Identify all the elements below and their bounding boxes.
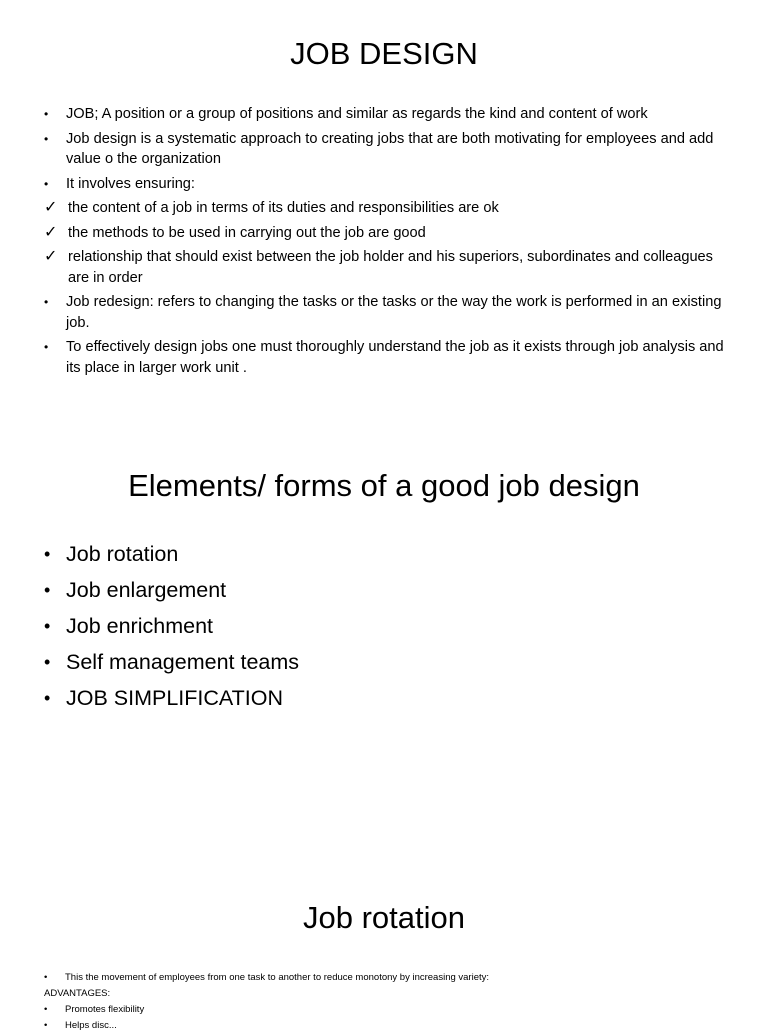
list-item	[44, 174, 734, 195]
list-item	[44, 680, 734, 716]
list-item-text: It involves ensuring:	[66, 175, 195, 192]
section-label	[44, 986, 734, 1002]
list-item-text: the methods to be used in carrying out the job are good	[68, 224, 426, 241]
list-item-text: Job design is a systematic approach to creating jobs that are both motivating for employees and add value o the organization	[66, 130, 714, 167]
slide-title: Job rotation	[303, 900, 465, 935]
list-item-text: Job rotation	[66, 542, 179, 566]
list-item-text: Promotes flexibility	[65, 1004, 145, 1015]
bullet-list	[44, 104, 734, 382]
list-item-text: Self management teams	[66, 650, 300, 674]
list-item-text: Job redesign: refers to changing the tasks or the tasks or the way the work is performed in an existing job.	[66, 294, 722, 331]
list-item-text: the content of a job in terms of its duties and responsibilities are ok	[68, 200, 499, 216]
list-item	[44, 198, 734, 219]
list-item	[44, 572, 734, 608]
list-item-text: To effectively design jobs one must thoroughly understand the job as it exists through job analysis and its place in larger work unit .	[66, 339, 724, 376]
bullet-marker: •	[44, 131, 49, 146]
list-item	[44, 1018, 734, 1034]
list-item	[44, 292, 734, 333]
list-item	[44, 247, 734, 288]
bullet-list	[44, 536, 734, 716]
bullet-marker: •	[44, 652, 51, 672]
bullet-marker: •	[44, 616, 51, 636]
bullet-marker: •	[44, 1020, 48, 1031]
list-item	[44, 536, 734, 572]
slide-body	[44, 970, 734, 1034]
list-item-text: JOB SIMPLIFICATION	[66, 686, 284, 710]
slide-title: JOB DESIGN	[290, 36, 478, 71]
bullet-marker: •	[44, 295, 49, 309]
list-item	[44, 644, 734, 680]
checkmark-icon: ✓	[44, 199, 58, 216]
list-item-text: Job enrichment	[66, 614, 213, 638]
list-item-text: Helps disc...	[65, 1020, 117, 1031]
bullet-marker: •	[44, 688, 51, 708]
checkmark-icon: ✓	[44, 223, 58, 241]
list-item	[44, 970, 734, 986]
bullet-marker: •	[44, 176, 49, 191]
bullet-marker: •	[44, 544, 51, 564]
bullet-marker: •	[44, 340, 49, 354]
slide-title: Elements/ forms of a good job design	[128, 468, 640, 503]
list-item-text: relationship that should exist between the job holder and his superiors, subordinates and colleagues are in order	[68, 249, 713, 286]
list-item	[44, 104, 734, 125]
checkmark-icon: ✓	[44, 248, 58, 265]
bullet-marker: •	[44, 107, 49, 121]
list-item	[44, 223, 734, 244]
list-item	[44, 337, 734, 378]
list-item-text: Job enlargement	[66, 578, 227, 602]
list-item	[44, 608, 734, 644]
list-item-text: ADVANTAGES:	[44, 988, 111, 999]
list-item-text: JOB; A position or a group of positions and similar as regards the kind and content of work	[66, 106, 648, 122]
bullet-marker: •	[44, 972, 48, 983]
list-item	[44, 1002, 734, 1018]
list-item-text: This the movement of employees from one task to another to reduce monotony by increasing variety:	[65, 972, 490, 983]
bullet-marker: •	[44, 580, 51, 600]
list-item	[44, 129, 734, 170]
bullet-marker: •	[44, 1004, 48, 1015]
